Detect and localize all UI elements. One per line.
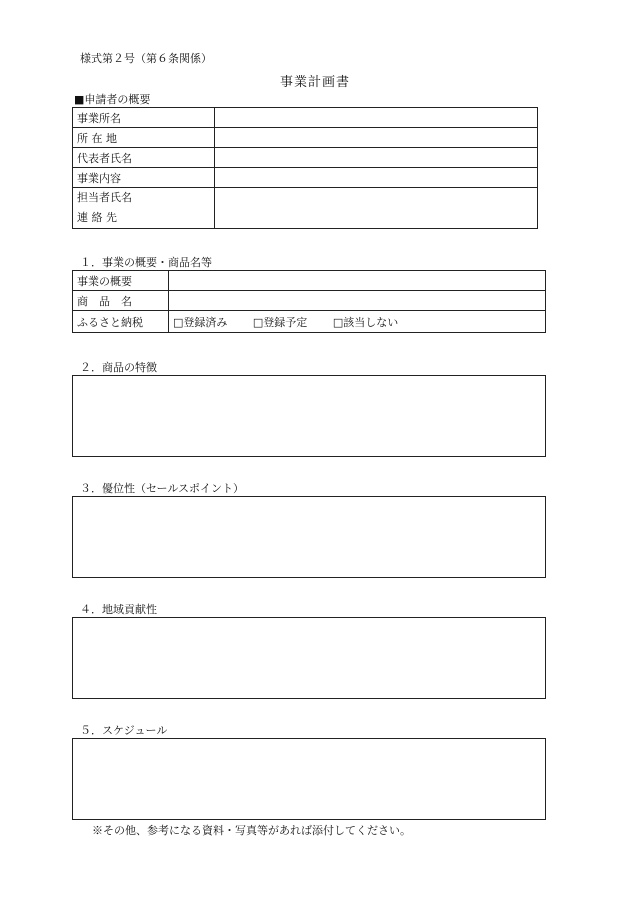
applicant-row-address (73, 128, 538, 148)
field-business-overview[interactable] (169, 271, 546, 291)
field-product-name[interactable] (169, 291, 546, 311)
applicant-row-business (73, 168, 538, 188)
label-representative: 代表者氏名 (73, 148, 215, 168)
label-office-name: 事業所名 (73, 108, 215, 128)
regional-contribution-box[interactable] (72, 617, 546, 699)
applicant-heading: ■申請者の概要 (74, 93, 151, 106)
checkbox-planned[interactable]: □登録予定 (252, 315, 308, 329)
section5-heading: ５．スケジュール (80, 724, 168, 737)
section4-heading: ４．地域貢献性 (80, 603, 157, 616)
field-address[interactable] (215, 128, 538, 148)
label-business-content: 事業内容 (73, 168, 215, 188)
applicant-row-office (73, 108, 538, 128)
applicant-row-representative (73, 148, 538, 168)
checkbox-not-applicable[interactable]: □該当しない (332, 315, 399, 329)
product-features-box[interactable] (72, 375, 546, 457)
section3-heading: ３．優位性（セールスポイント） (80, 482, 245, 495)
section1-heading: １．事業の概要・商品名等 (80, 256, 212, 269)
label-person-in-charge: 担当者氏名 (77, 191, 132, 204)
form-number: 様式第２号（第６条関係） (80, 52, 212, 65)
label-product-name: 商 品 名 (73, 291, 169, 311)
footer-note: ※その他、参考になる資料・写真等があれば添付してください。 (92, 824, 411, 837)
section2-heading: ２．商品の特徴 (80, 361, 157, 374)
applicant-row-contact (73, 188, 538, 229)
label-furusato-tax: ふるさと納税 (73, 311, 169, 333)
schedule-box[interactable] (72, 738, 546, 820)
field-business-content[interactable] (215, 168, 538, 188)
label-business-overview: 事業の概要 (73, 271, 169, 291)
label-contact-info: 連 絡 先 (77, 211, 117, 224)
field-contact[interactable] (215, 188, 538, 229)
label-contact (73, 188, 215, 229)
furusato-options (169, 311, 546, 333)
section1-row-overview (73, 271, 546, 291)
label-address: 所 在 地 (73, 128, 215, 148)
section1-table (72, 270, 546, 333)
applicant-table (72, 107, 538, 229)
field-office-name[interactable] (215, 108, 538, 128)
selling-point-box[interactable] (72, 496, 546, 578)
field-representative[interactable] (215, 148, 538, 168)
checkbox-registered[interactable]: □登録済み (173, 315, 228, 329)
section1-row-product (73, 291, 546, 311)
section1-row-furusato (73, 311, 546, 333)
document-title: 事業計画書 (279, 75, 350, 90)
